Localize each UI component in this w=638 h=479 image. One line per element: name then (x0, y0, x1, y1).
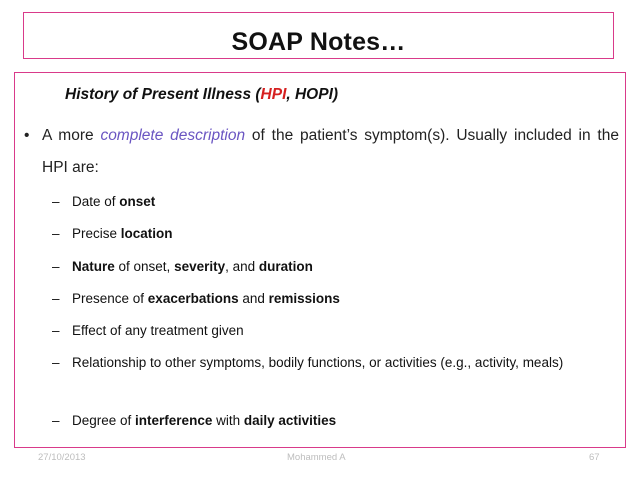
footer-author: Mohammed A (287, 452, 346, 463)
sub-item-plain-text: Precise (72, 226, 121, 241)
sub-item (52, 223, 616, 245)
sub-item-text (72, 352, 616, 374)
sub-item-text (72, 410, 616, 432)
sub-item-bold-text: onset (119, 194, 156, 209)
bullet-highlight: complete description (100, 127, 246, 144)
dash-marker: – (52, 413, 60, 428)
dash-marker: – (52, 323, 60, 338)
bullet-text-before: A more (42, 127, 101, 144)
footer-page-number: 67 (589, 452, 600, 463)
dash-marker: – (52, 259, 60, 274)
sub-item-bold-text: daily activities (243, 413, 337, 428)
sub-item-bold-text: duration (258, 259, 313, 274)
sub-item-plain-text: Date of (72, 194, 120, 209)
dash-marker: – (52, 226, 60, 241)
sub-item-bold-text: remissions (268, 291, 340, 306)
sub-item-text (72, 191, 616, 213)
sub-item (52, 191, 616, 213)
dash-marker: – (52, 355, 60, 370)
sub-item-plain-text: Relationship to other symptoms, bodily functions, or activities (e.g., activity, meals) (72, 355, 564, 370)
sub-item-plain-text: and (238, 291, 269, 306)
sub-item-plain-text: Degree of (72, 413, 136, 428)
sub-item-bold-text: exacerbations (147, 291, 239, 306)
sub-item (52, 288, 616, 310)
sub-item (52, 352, 616, 374)
bullet-marker: • (24, 127, 30, 144)
sub-item-text (72, 288, 616, 310)
sub-item-plain-text: of onset, (114, 259, 175, 274)
title-box (23, 12, 614, 59)
sub-item (52, 410, 616, 432)
slide-title: SOAP Notes… (231, 28, 406, 56)
dash-marker: – (52, 291, 60, 306)
subheading-highlight: HPI (260, 86, 287, 103)
sub-item-bold-text: Nature (72, 259, 115, 274)
sub-item-bold-text: location (120, 226, 173, 241)
sub-item-bold-text: interference (135, 413, 213, 428)
sub-item-bold-text: severity (174, 259, 226, 274)
sub-item-text (72, 256, 616, 278)
bullet-text-after: of the patient’s symptom(s). Usually included in the HPI are: (42, 127, 619, 176)
bullet-text (42, 120, 619, 184)
sub-item-text (72, 223, 616, 245)
sub-item (52, 320, 616, 342)
sub-item-plain-text: Effect of any treatment given (72, 323, 244, 338)
sub-item-plain-text: , and (225, 259, 259, 274)
section-subheading (65, 86, 338, 104)
sub-item-plain-text: with (212, 413, 244, 428)
main-bullet (24, 120, 619, 184)
sub-item-plain-text: Presence of (72, 291, 148, 306)
subheading-text-before: History of Present Illness ( (65, 86, 261, 103)
dash-marker: – (52, 194, 60, 209)
sub-item (52, 256, 616, 278)
sub-item-text (72, 320, 616, 342)
footer-date: 27/10/2013 (38, 452, 86, 463)
subheading-text-after: , HOPI) (286, 86, 339, 103)
